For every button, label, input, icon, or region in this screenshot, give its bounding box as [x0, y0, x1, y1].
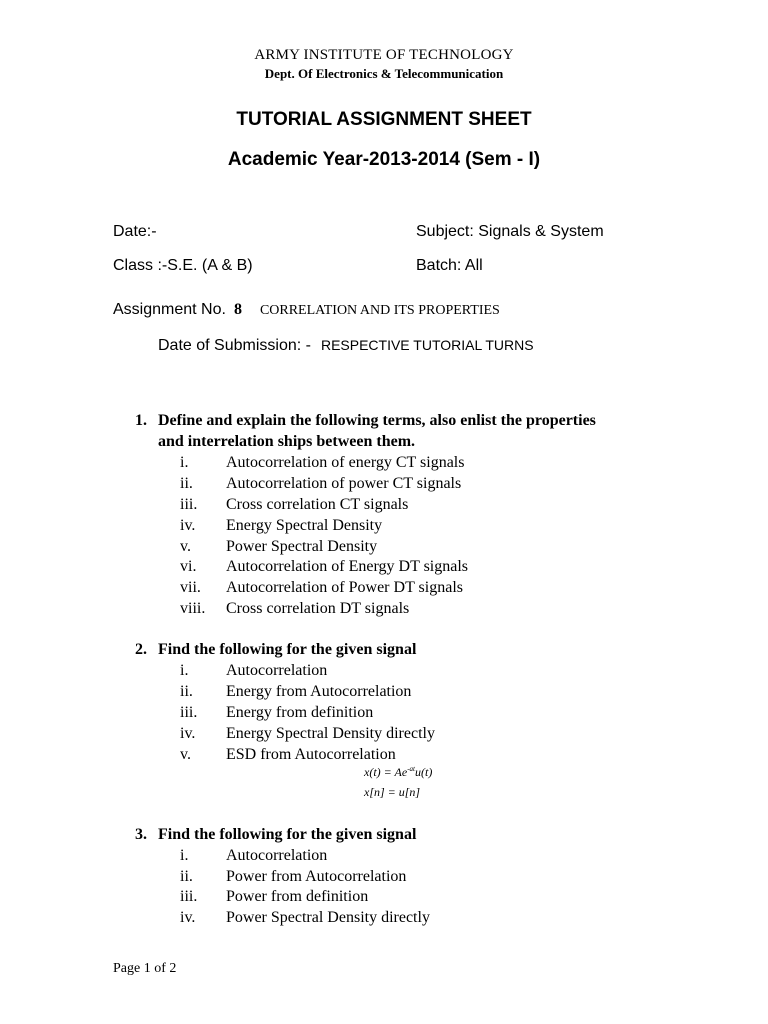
- submission-label: Date of Submission: -: [158, 337, 311, 354]
- academic-year: Academic Year-2013-2014 (Sem - I): [227, 149, 541, 170]
- q2-item-1: Autocorrelation: [226, 662, 328, 679]
- q2-item-2-numeral: ii.: [180, 683, 193, 700]
- q2-item-3: Energy from definition: [226, 704, 374, 721]
- q2-item-1-numeral: i.: [180, 662, 189, 679]
- q3-item-2: Power from Autocorrelation: [226, 868, 407, 885]
- equation-discrete: x[n] = u[n]: [364, 785, 421, 799]
- question-2-number: 2.: [135, 641, 147, 658]
- q1-item-7: Autocorrelation of Power DT signals: [226, 579, 463, 596]
- q3-item-3: Power from definition: [226, 888, 369, 905]
- assignment-label: Assignment No.: [113, 301, 226, 318]
- page-number: Page 1 of 2: [113, 961, 177, 976]
- q1-item-2: Autocorrelation of power CT signals: [226, 475, 462, 492]
- q2-item-2: Energy from Autocorrelation: [226, 683, 412, 700]
- q1-item-1-numeral: i.: [180, 454, 189, 471]
- question-2-text: Find the following for the given signal: [158, 641, 417, 658]
- q1-item-5: Power Spectral Density: [226, 538, 378, 555]
- q3-item-4-numeral: iv.: [180, 909, 196, 926]
- q3-item-4: Power Spectral Density directly: [226, 909, 430, 926]
- assignment-number: 8: [233, 301, 242, 318]
- q3-item-3-numeral: iii.: [180, 888, 198, 905]
- question-3-text: Find the following for the given signal: [158, 826, 417, 843]
- equation-continuous: $x(t) = Ae^{-at}u(t)$: [364, 765, 433, 779]
- assignment-topic: CORRELATION AND ITS PROPERTIES: [259, 303, 500, 318]
- q1-item-8-numeral: viii.: [180, 600, 206, 617]
- question-1-text-line1: Define and explain the following terms, also enlist the properties: [158, 412, 596, 429]
- q1-item-4-numeral: iv.: [180, 517, 196, 534]
- q1-item-6-numeral: vi.: [180, 558, 197, 575]
- q1-item-5-numeral: v.: [180, 538, 191, 555]
- department-name: Dept. Of Electronics & Telecommunication: [264, 66, 504, 81]
- q2-item-3-numeral: iii.: [180, 704, 198, 721]
- q1-item-3: Cross correlation CT signals: [226, 496, 409, 513]
- q1-item-7-numeral: vii.: [180, 579, 201, 596]
- q2-item-4: Energy Spectral Density directly: [226, 725, 435, 742]
- question-1-text-line2: and interrelation ships between them.: [158, 433, 416, 450]
- q2-item-5-numeral: v.: [180, 746, 191, 763]
- class-label: Class :-S.E. (A & B): [113, 257, 253, 274]
- q1-item-4: Energy Spectral Density: [226, 517, 383, 534]
- question-3-number: 3.: [135, 826, 147, 843]
- q1-item-1: Autocorrelation of energy CT signals: [226, 454, 465, 471]
- sheet-title: TUTORIAL ASSIGNMENT SHEET: [236, 109, 532, 130]
- q3-item-1-numeral: i.: [180, 847, 189, 864]
- assignment-line: [113, 301, 500, 319]
- date-label: Date:-: [113, 223, 157, 240]
- institute-name: ARMY INSTITUTE OF TECHNOLOGY: [254, 47, 514, 63]
- q1-item-2-numeral: ii.: [180, 475, 193, 492]
- subject-label: Subject: Signals & System: [416, 223, 604, 240]
- submission-line: [158, 337, 534, 355]
- q2-item-4-numeral: iv.: [180, 725, 196, 742]
- q1-item-3-numeral: iii.: [180, 496, 198, 513]
- q3-item-1: Autocorrelation: [226, 847, 328, 864]
- q2-item-5: ESD from Autocorrelation: [226, 746, 396, 763]
- q3-item-2-numeral: ii.: [180, 868, 193, 885]
- q1-item-8: Cross correlation DT signals: [226, 600, 410, 617]
- question-1-number: 1.: [135, 412, 147, 429]
- q1-item-6: Autocorrelation of Energy DT signals: [226, 558, 469, 575]
- batch-label: Batch: All: [416, 257, 483, 274]
- submission-value: RESPECTIVE TUTORIAL TURNS: [320, 337, 534, 353]
